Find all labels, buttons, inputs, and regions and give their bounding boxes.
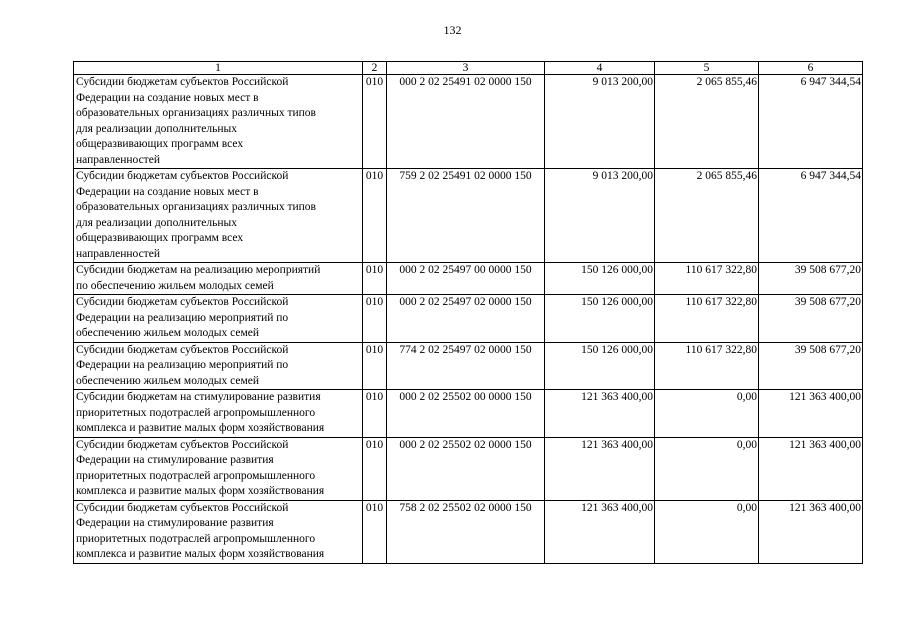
admin-code-cell: 010 — [363, 500, 387, 563]
table-row — [74, 263, 863, 295]
budget-classification-code-cell: 774 2 02 25497 02 0000 150 — [387, 342, 545, 390]
approved-amount-cell: 9 013 200,00 — [545, 75, 655, 169]
table-row — [74, 437, 863, 500]
admin-code-cell: 010 — [363, 75, 387, 169]
revenue-name-line: Субсидии бюджетам субъектов Российской — [76, 501, 289, 514]
admin-code-cell: 010 — [363, 437, 387, 500]
revenue-name-line: общеразвивающих программ всех — [76, 138, 244, 150]
approved-amount-cell: 150 126 000,00 — [545, 342, 655, 390]
revenue-name-line: Субсидии бюджетам на реализацию мероприятий — [76, 264, 321, 276]
unexecuted-amount-cell: 39 508 677,20 — [759, 295, 863, 343]
revenue-name-line: для реализации дополнительных — [76, 216, 237, 229]
budget-classification-code-cell: 000 2 02 25491 02 0000 150 — [387, 75, 545, 169]
executed-amount-cell: 110 617 322,80 — [655, 295, 759, 343]
admin-code-cell: 010 — [363, 263, 387, 295]
table-row — [74, 169, 863, 263]
revenue-name-line: Федерации на создание новых мест в — [76, 185, 259, 198]
unexecuted-amount-cell: 39 508 677,20 — [759, 263, 863, 295]
revenue-name-line: Субсидии бюджетам субъектов Российской — [76, 170, 289, 182]
revenue-name-line: общеразвивающих программ всех — [76, 232, 244, 244]
revenue-name-line: Субсидии бюджетам субъектов Российской — [76, 343, 289, 356]
executed-amount-cell: 0,00 — [655, 500, 759, 563]
revenue-name-line: комплекса и развитие малых форм хозяйствования — [76, 422, 325, 434]
unexecuted-amount-cell: 6 947 344,54 — [759, 75, 863, 169]
revenue-name-cell — [74, 390, 363, 438]
revenue-name-line: образовательных организациях различных типов — [76, 107, 316, 119]
executed-amount-cell: 0,00 — [655, 437, 759, 500]
executed-amount-cell: 2 065 855,46 — [655, 75, 759, 169]
table-row — [74, 390, 863, 438]
revenue-name-line: приоритетных подотраслей агропромышленного — [76, 469, 316, 482]
budget-classification-code-cell: 000 2 02 25502 00 0000 150 — [387, 390, 545, 438]
revenue-name-cell — [74, 342, 363, 390]
budget-classification-code-cell: 759 2 02 25491 02 0000 150 — [387, 169, 545, 263]
column-number: 3 — [387, 62, 545, 75]
column-number: 6 — [759, 62, 863, 75]
revenue-name-line: обеспечению жильем молодых семей — [76, 327, 260, 339]
revenue-name-line: приоритетных подотраслей агропромышленного — [76, 532, 316, 545]
unexecuted-amount-cell: 6 947 344,54 — [759, 169, 863, 263]
table-row — [74, 342, 863, 390]
budget-classification-code-cell: 000 2 02 25497 02 0000 150 — [387, 295, 545, 343]
revenue-name-cell — [74, 263, 363, 295]
revenue-name-line: образовательных организациях различных типов — [76, 201, 316, 213]
revenue-name-line: Федерации на реализацию мероприятий по — [76, 311, 289, 324]
approved-amount-cell: 150 126 000,00 — [545, 263, 655, 295]
revenue-name-cell — [74, 437, 363, 500]
approved-amount-cell: 121 363 400,00 — [545, 500, 655, 563]
unexecuted-amount-cell: 39 508 677,20 — [759, 342, 863, 390]
revenue-name-line: Субсидии бюджетам субъектов Российской — [76, 76, 289, 88]
budget-classification-code-cell: 000 2 02 25497 00 0000 150 — [387, 263, 545, 295]
revenue-name-line: Субсидии бюджетам субъектов Российской — [76, 438, 289, 451]
executed-amount-cell: 110 617 322,80 — [655, 263, 759, 295]
column-number: 2 — [363, 62, 387, 75]
column-number: 1 — [74, 62, 363, 75]
revenue-name-line: для реализации дополнительных — [76, 122, 237, 135]
revenue-name-line: комплекса и развитие малых форм хозяйствования — [76, 485, 325, 497]
revenue-name-line: Субсидии бюджетам на стимулирование развития — [76, 391, 321, 403]
revenue-name-cell — [74, 500, 363, 563]
revenue-name-cell — [74, 295, 363, 343]
revenue-name-line: по обеспечению жильем молодых семей — [76, 279, 274, 292]
budget-table — [73, 61, 863, 564]
table-row — [74, 75, 863, 169]
column-number: 5 — [655, 62, 759, 75]
admin-code-cell: 010 — [363, 390, 387, 438]
executed-amount-cell: 110 617 322,80 — [655, 342, 759, 390]
revenue-name-line: направленностей — [76, 153, 160, 166]
revenue-name-line: Федерации на стимулирование развития — [76, 517, 274, 529]
unexecuted-amount-cell: 121 363 400,00 — [759, 390, 863, 438]
column-number: 4 — [545, 62, 655, 75]
executed-amount-cell: 2 065 855,46 — [655, 169, 759, 263]
revenue-name-line: Субсидии бюджетам субъектов Российской — [76, 296, 289, 308]
revenue-name-line: Федерации на стимулирование развития — [76, 454, 274, 466]
approved-amount-cell: 121 363 400,00 — [545, 390, 655, 438]
table-row — [74, 500, 863, 563]
revenue-name-line: Федерации на создание новых мест в — [76, 91, 259, 104]
column-number-row — [74, 62, 863, 75]
revenue-name-line: приоритетных подотраслей агропромышленного — [76, 406, 316, 419]
revenue-name-line: комплекса и развитие малых форм хозяйствования — [76, 548, 325, 560]
admin-code-cell: 010 — [363, 295, 387, 343]
revenue-name-cell — [74, 169, 363, 263]
revenue-name-line: направленностей — [76, 247, 160, 260]
budget-classification-code-cell: 758 2 02 25502 02 0000 150 — [387, 500, 545, 563]
approved-amount-cell: 150 126 000,00 — [545, 295, 655, 343]
admin-code-cell: 010 — [363, 342, 387, 390]
approved-amount-cell: 121 363 400,00 — [545, 437, 655, 500]
revenue-name-line: Федерации на реализацию мероприятий по — [76, 359, 289, 371]
approved-amount-cell: 9 013 200,00 — [545, 169, 655, 263]
table-body — [74, 62, 863, 564]
unexecuted-amount-cell: 121 363 400,00 — [759, 500, 863, 563]
revenue-name-line: обеспечению жильем молодых семей — [76, 374, 260, 387]
budget-classification-code-cell: 000 2 02 25502 02 0000 150 — [387, 437, 545, 500]
unexecuted-amount-cell: 121 363 400,00 — [759, 437, 863, 500]
page-number: 132 — [443, 23, 462, 37]
table-row — [74, 295, 863, 343]
revenue-name-cell — [74, 75, 363, 169]
admin-code-cell: 010 — [363, 169, 387, 263]
executed-amount-cell: 0,00 — [655, 390, 759, 438]
